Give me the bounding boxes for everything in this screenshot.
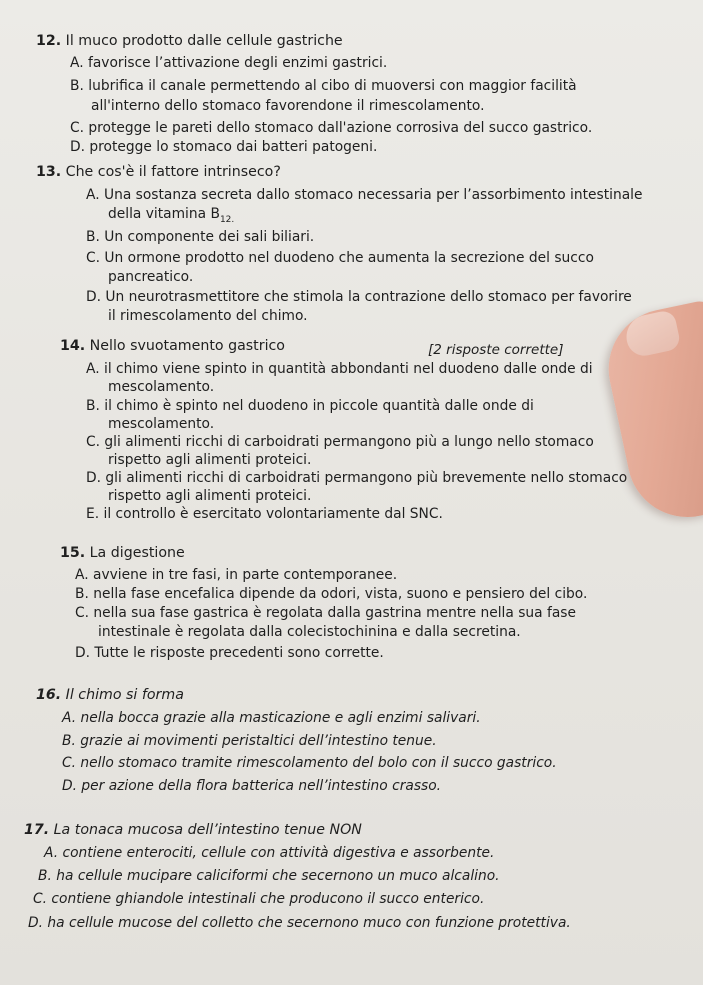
option-letter: B.	[38, 868, 52, 884]
option-12-d[interactable]	[70, 139, 377, 155]
option-letter: C.	[70, 120, 85, 136]
option-text: Un componente dei sali biliari.	[104, 229, 315, 245]
option-16-c[interactable]	[62, 755, 557, 771]
option-letter: A.	[75, 567, 89, 583]
option-text: nella sua fase gastrica è regolata dalla gastrina mentre nella sua fase	[93, 605, 576, 621]
option-13-d-continuation: il rimescolamento del chimo.	[108, 308, 308, 324]
option-15-b[interactable]	[75, 586, 587, 602]
option-15-c[interactable]	[75, 605, 576, 621]
option-letter: C.	[86, 434, 101, 450]
option-15-c-continuation: intestinale è regolata dalla colecistochinina e dalla secretina.	[98, 624, 521, 640]
option-text: Tutte le risposte precedenti sono corrette.	[94, 645, 384, 661]
option-15-a[interactable]	[75, 567, 397, 583]
question-text: Che cos'è il fattore intrinseco?	[65, 164, 281, 180]
option-letter: C.	[33, 891, 48, 907]
option-text: nella fase encefalica dipende da odori, vista, suono e pensiero del cibo.	[93, 586, 588, 602]
option-letter: A.	[70, 55, 84, 71]
option-13-c-continuation: pancreatico.	[108, 269, 194, 285]
option-text: gli alimenti ricchi di carboidrati permangono più brevemente nello stomaco	[105, 470, 628, 486]
question-number: 16.	[36, 687, 62, 703]
option-17-c[interactable]	[33, 891, 484, 907]
option-text: lubrifica il canale permettendo al cibo di muoversi con maggior facilità	[88, 78, 577, 94]
option-text: grazie ai movimenti peristaltici dell’intestino tenue.	[80, 733, 437, 749]
option-text: Un neurotrasmettitore che stimola la contrazione dello stomaco per favorire	[105, 289, 632, 305]
option-letter: C.	[62, 755, 77, 771]
option-13-d[interactable]	[86, 289, 632, 305]
question-number: 13.	[36, 164, 62, 180]
option-letter: A.	[62, 710, 77, 726]
option-letter: B.	[75, 586, 89, 602]
option-12-a[interactable]	[70, 55, 387, 71]
continuation-text: della vitamina B	[108, 206, 220, 222]
option-14-a-continuation: mescolamento.	[108, 379, 215, 395]
answer-count-note: [2 risposte corrette]	[428, 342, 564, 358]
option-12-b-continuation: all'interno dello stomaco favorendone il rimescolamento.	[91, 98, 485, 114]
option-13-a[interactable]	[86, 187, 642, 203]
option-14-e[interactable]	[86, 506, 443, 522]
option-text: favorisce l’attivazione degli enzimi gastrici.	[87, 55, 388, 71]
option-letter: D.	[28, 915, 44, 931]
option-text: il chimo è spinto nel duodeno in piccole quantità dalle onde di	[104, 398, 534, 414]
option-text: per azione della flora batterica nell’intestino crasso.	[81, 778, 442, 794]
option-text: il chimo viene spinto in quantità abbondanti nel duodeno dalle onde di	[103, 361, 593, 377]
option-letter: D.	[70, 139, 86, 155]
option-14-a[interactable]	[86, 361, 593, 377]
option-letter: D.	[75, 645, 91, 661]
option-letter: B.	[62, 733, 76, 749]
question-number: 17.	[24, 822, 50, 838]
option-letter: B.	[86, 398, 100, 414]
option-16-a[interactable]	[62, 710, 481, 726]
question-13-stem	[36, 164, 281, 180]
question-12-stem	[36, 33, 343, 49]
question-number: 14.	[60, 338, 86, 354]
option-14-c-continuation: rispetto agli alimenti proteici.	[108, 452, 312, 468]
option-14-d[interactable]	[86, 470, 627, 486]
option-text: nello stomaco tramite rimescolamento del bolo con il succo gastrico.	[80, 755, 557, 771]
question-text: Il muco prodotto dalle cellule gastriche	[65, 33, 343, 49]
option-text: protegge le pareti dello stomaco dall'azione corrosiva del succo gastrico.	[88, 120, 593, 136]
option-letter: D.	[62, 778, 78, 794]
question-text: La tonaca mucosa dell’intestino tenue NON	[53, 822, 362, 838]
option-13-b[interactable]	[86, 229, 314, 245]
question-14-stem	[60, 338, 285, 354]
option-12-b[interactable]	[70, 78, 577, 94]
option-text: avviene in tre fasi, in parte contemporanee.	[92, 567, 398, 583]
question-text: La digestione	[89, 545, 185, 561]
option-16-b[interactable]	[62, 733, 437, 749]
option-15-d[interactable]	[75, 645, 384, 661]
option-text: contiene ghiandole intestinali che producono il succo enterico.	[51, 891, 485, 907]
option-letter: B.	[70, 78, 84, 94]
option-text: nella bocca grazie alla masticazione e agli enzimi salivari.	[80, 710, 481, 726]
question-number: 15.	[60, 545, 86, 561]
option-letter: A.	[44, 845, 59, 861]
option-text: Un ormone prodotto nel duodeno che aumenta la secrezione del succo	[104, 250, 594, 266]
question-text: Nello svuotamento gastrico	[89, 338, 285, 354]
option-14-b[interactable]	[86, 398, 534, 414]
option-14-c[interactable]	[86, 434, 594, 450]
option-text: ha cellule mucipare caliciformi che secernono un muco alcalino.	[56, 868, 500, 884]
vitamin-subscript: 12.	[219, 214, 235, 225]
option-13-a-continuation	[108, 206, 234, 225]
option-letter: C.	[75, 605, 90, 621]
option-letter: A.	[86, 187, 100, 203]
option-17-b[interactable]	[38, 868, 500, 884]
option-17-a[interactable]	[44, 845, 494, 861]
option-letter: E.	[86, 506, 100, 522]
option-text: ha cellule mucose del colletto che secernono muco con funzione protettiva.	[47, 915, 571, 931]
option-12-c[interactable]	[70, 120, 592, 136]
option-letter: B.	[86, 229, 100, 245]
option-17-d[interactable]	[28, 915, 571, 931]
option-14-b-continuation: mescolamento.	[108, 416, 215, 432]
option-13-c[interactable]	[86, 250, 594, 266]
option-14-d-continuation: rispetto agli alimenti proteici.	[108, 488, 312, 504]
option-text: Una sostanza secreta dallo stomaco necessaria per l’assorbimento intestinale	[103, 187, 643, 203]
question-text: Il chimo si forma	[65, 687, 184, 703]
option-text: il controllo è esercitato volontariamente dal SNC.	[103, 506, 443, 522]
option-text: protegge lo stomaco dai batteri patogeni.	[89, 139, 378, 155]
question-17-stem	[24, 822, 362, 838]
option-letter: D.	[86, 289, 102, 305]
question-16-stem	[36, 687, 184, 703]
question-15-stem	[60, 545, 185, 561]
option-16-d[interactable]	[62, 778, 441, 794]
option-text: contiene enterociti, cellule con attività digestiva e assorbente.	[62, 845, 495, 861]
option-letter: A.	[86, 361, 100, 377]
option-letter: C.	[86, 250, 101, 266]
option-letter: D.	[86, 470, 102, 486]
question-number: 12.	[36, 33, 62, 49]
option-text: gli alimenti ricchi di carboidrati permangono più a lungo nello stomaco	[104, 434, 594, 450]
